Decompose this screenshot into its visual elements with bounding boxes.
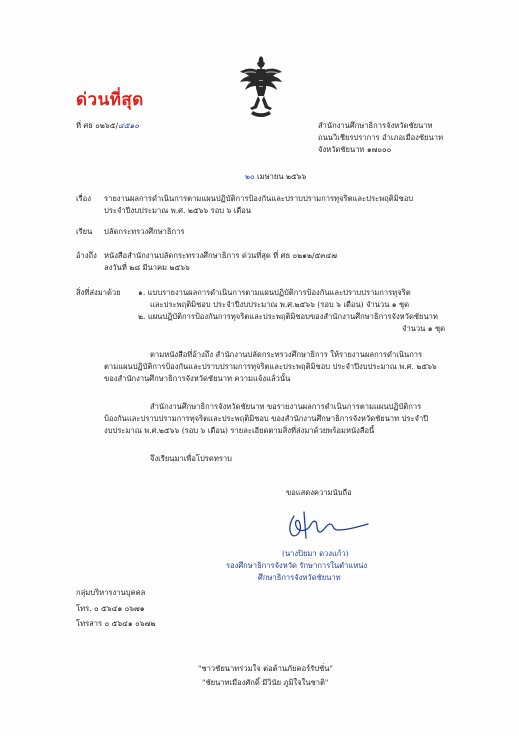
signatory-position1: รองศึกษาธิการจังหวัด รักษาการในตำแหน่ง (226, 561, 368, 570)
date-day-handwritten: ๒๐ (245, 172, 255, 181)
garuda-emblem-icon (238, 56, 284, 118)
subject-line2: ประจำปีงบประมาณ พ.ศ. ๒๕๖๖ รอบ ๖ เดือน (104, 206, 252, 215)
closing-request: จึงเรียนมาเพื่อโปรดทราบ (150, 454, 232, 463)
reference-handwritten-number: ๔๕๑๐ (118, 121, 140, 130)
subject-label: เรื่อง (76, 194, 91, 203)
salutation-label: เรียน (76, 227, 93, 236)
footer-phone: โทร. ๐ ๕๖๔๑ ๐๖๗๑ (76, 604, 145, 613)
paragraph1-line1: ตามหนังสือที่อ้างถึง สำนักงานปลัดกระทรวงศึกษาธิการ ให้รายงานผลการดำเนินการ (150, 350, 423, 359)
signatory-name: (นางปิยมา ดวงแก้ว) (282, 549, 349, 558)
date-month-year: เมษายน ๒๕๖๖ (254, 172, 307, 181)
paragraph2-line1: สำนักงานศึกษาธิการจังหวัดชัยนาท ขอรายงานผลการดำเนินการตามแผนปฏิบัติการ (150, 402, 422, 411)
office-address-line1: สำนักงานศึกษาธิการจังหวัดชัยนาท (318, 121, 433, 130)
recipient: ปลัดกระทรวงศึกษาธิการ (104, 227, 185, 236)
reference-line1: หนังสือสำนักงานปลัดกระทรวงศึกษาธิการ ด่วนที่สุด ที่ ศธ ๐๒๑๒/๕๓๔๗ (104, 251, 337, 260)
paragraph2-line2: ป้องกันและปราบปรามการทุจริตและประพฤติมิชอบ ของสำนักงานศึกษาธิการจังหวัดชัยนาท ประจำปี (104, 414, 429, 423)
reference-line2: ลงวันที่ ๒๘ มีนาคม ๒๕๖๖ (104, 263, 190, 272)
attachment-item2-line2: จำนวน ๑ ชุด (402, 324, 446, 333)
office-address-line2: ถนนวิเชียรปราการ อำเภอเมืองชัยนาท (318, 133, 443, 142)
paragraph1-line2: ตามแผนปฏิบัติการป้องกันและปราบปรามการทุจริตและประพฤติมิชอบ ประจำปีงบประมาณ พ.ศ. ๒๕๖๖ (104, 362, 437, 371)
reference-label: อ้างถึง (76, 251, 97, 260)
reference-number (76, 121, 139, 131)
footer-slogan1: "ชาวชัยนาทร่วมใจ ต่อต้านภัยคอร์รัปชั่น" (198, 664, 333, 673)
attachment-item1-line1: ๑. แบบรายงานผลการดำเนินการตามแผนปฏิบัติการป้องกันและปราบปรามการทุจริต (138, 288, 411, 297)
document-date (245, 172, 306, 182)
urgency-label: ด่วนที่สุด (76, 90, 144, 110)
signatory-position2: ศึกษาธิการจังหวัดชัยนาท (258, 573, 341, 582)
footer-department: กลุ่มบริหารงานบุคคล (76, 588, 146, 597)
footer-fax: โทรสาร ๐ ๕๖๔๑ ๐๖๗๒ (76, 619, 156, 628)
attachment-item1-line2: และประพฤติมิชอบ ประจำปีงบประมาณ พ.ศ.๒๕๖๖ (รอบ ๖ เดือน) จำนวน ๑ ชุด (150, 300, 410, 309)
footer-slogan2: "ชัยนาทเมืองศักดิ์ มีวินัย ภูมิใจในชาติ" (202, 678, 329, 687)
attachment-item2-line1: ๒. แผนปฏิบัติการป้องกันการทุจริตและประพฤติมิชอบของสำนักงานศึกษาธิการจังหวัดชัยนาท (138, 312, 438, 321)
paragraph2-line3: งบประมาณ พ.ศ.๒๕๖๖ (รอบ ๖ เดือน) รายละเอียดตามสิ่งที่ส่งมาด้วยพร้อมหนังสือนี้ (104, 426, 375, 435)
reference-prefix: ที่ ศธ ๐๒๖๕/ (76, 121, 119, 130)
complimentary-close: ขอแสดงความนับถือ (286, 488, 352, 497)
attachments-label: สิ่งที่ส่งมาด้วย (76, 288, 121, 297)
handwritten-signature-icon (280, 508, 372, 542)
paragraph1-line3: ของสำนักงานศึกษาธิการจังหวัดชัยนาท ความแจ้งแล้วนั้น (104, 374, 291, 383)
office-address-line3: จังหวัดชัยนาท ๑๗๐๐๐ (318, 145, 392, 154)
subject-line1: รายงานผลการดำเนินการตามแผนปฏิบัติการป้องกันและปราบปรามการทุจริตและประพฤติมิชอบ (104, 194, 414, 203)
